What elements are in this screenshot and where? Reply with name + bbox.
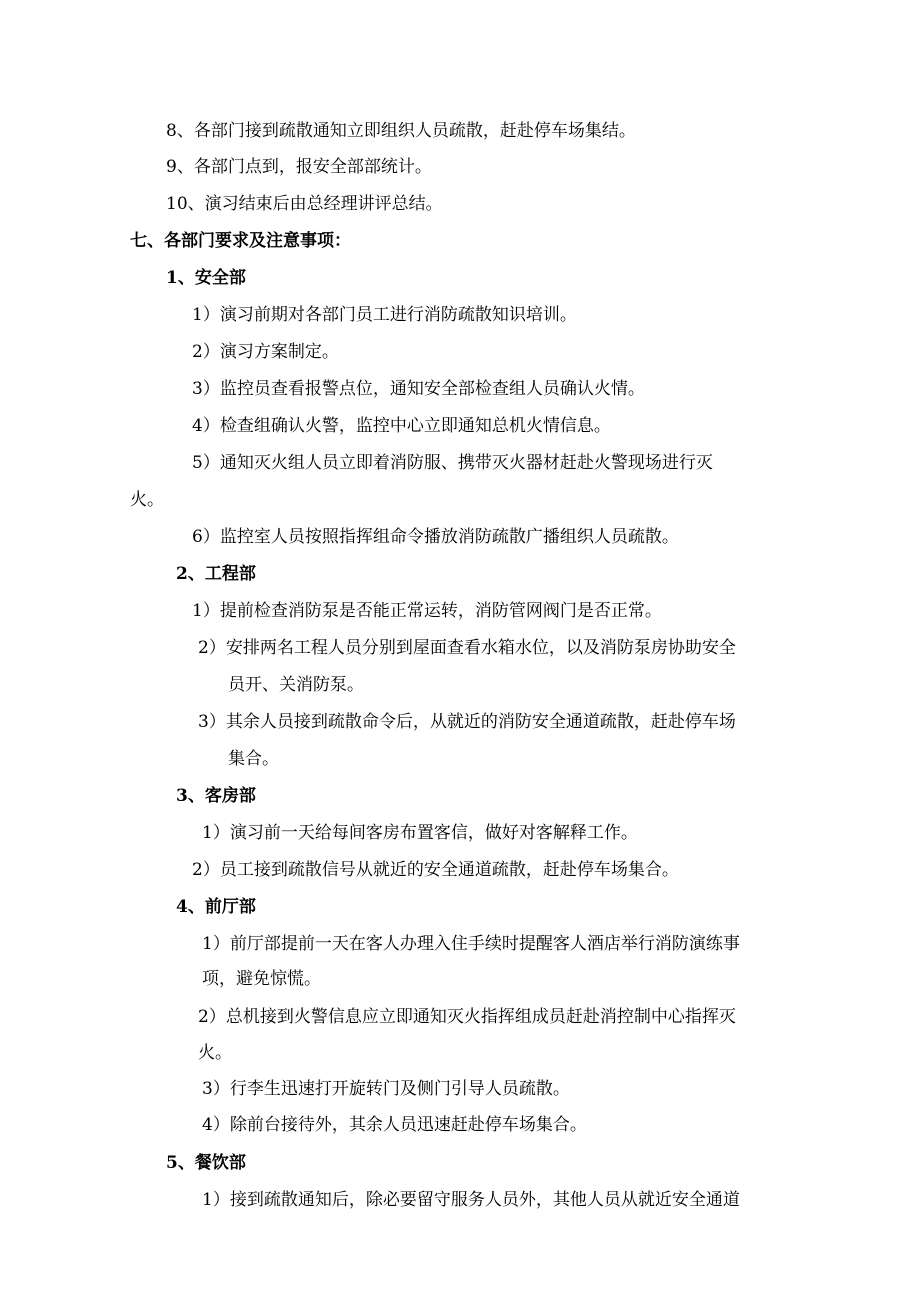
housekeeping-item-2: 2）员工接到疏散信号从就近的安全通道疏散，赶赴停车场集合。 xyxy=(192,860,679,880)
engineering-item-3-cont: 集合。 xyxy=(228,749,279,769)
fnb-item-1: 1）接到疏散通知后，除必要留守服务人员外，其他人员从就近安全通道 xyxy=(202,1190,740,1210)
engineering-item-1: 1）提前检查消防泵是否能正常运转，消防管网阀门是否正常。 xyxy=(192,601,662,621)
section-title: 七、各部门要求及注意事项： xyxy=(130,231,351,251)
step-10: 10、演习结束后由总经理讲评总结。 xyxy=(166,194,443,214)
engineering-item-2: 2）安排两名工程人员分别到屋面查看水箱水位，以及消防泵房协助安全 xyxy=(198,638,736,658)
front-office-item-4: 4）除前台接待外，其余人员迅速赶赴停车场集合。 xyxy=(202,1115,587,1135)
dept-title-front-office: 4、前厅部 xyxy=(176,897,256,917)
front-office-item-1-cont: 项，避免惊慌。 xyxy=(202,969,321,989)
security-item-2: 2）演习方案制定。 xyxy=(192,342,339,362)
security-item-3: 3）监控员查看报警点位，通知安全部检查组人员确认火情。 xyxy=(192,379,645,399)
engineering-item-3: 3）其余人员接到疏散命令后，从就近的消防安全通道疏散，赶赴停车场 xyxy=(198,712,736,732)
front-office-item-3: 3）行李生迅速打开旋转门及侧门引导人员疏散。 xyxy=(202,1079,570,1099)
security-item-6: 6）监控室人员按照指挥组命令播放消防疏散广播组织人员疏散。 xyxy=(192,527,679,547)
engineering-item-2-cont: 员开、关消防泵。 xyxy=(228,675,364,695)
dept-title-housekeeping: 3、客房部 xyxy=(176,786,256,806)
front-office-item-2: 2）总机接到火警信息应立即通知灭火指挥组成员赶赴消控制中心指挥灭 xyxy=(198,1007,736,1027)
step-8: 8、各部门接到疏散通知立即组织人员疏散，赶赴停车场集结。 xyxy=(166,121,636,141)
housekeeping-item-1: 1）演习前一天给每间客房布置客信，做好对客解释工作。 xyxy=(202,823,638,843)
security-item-1: 1）演习前期对各部门员工进行消防疏散知识培训。 xyxy=(192,305,577,325)
front-office-item-1: 1）前厅部提前一天在客人办理入住手续时提醒客人酒店举行消防演练事 xyxy=(202,934,740,954)
dept-title-security: 1、安全部 xyxy=(166,268,246,288)
security-item-5: 5）通知灭火组人员立即着消防服、携带灭火器材赶赴火警现场进行灭 xyxy=(192,453,713,473)
dept-title-engineering: 2、工程部 xyxy=(176,564,256,584)
dept-title-fnb: 5、餐饮部 xyxy=(166,1153,246,1173)
security-item-5-cont: 火。 xyxy=(130,490,164,510)
front-office-item-2-cont: 火。 xyxy=(198,1043,232,1063)
security-item-4: 4）检查组确认火警，监控中心立即通知总机火情信息。 xyxy=(192,416,611,436)
step-9: 9、各部门点到，报安全部部统计。 xyxy=(166,157,432,177)
